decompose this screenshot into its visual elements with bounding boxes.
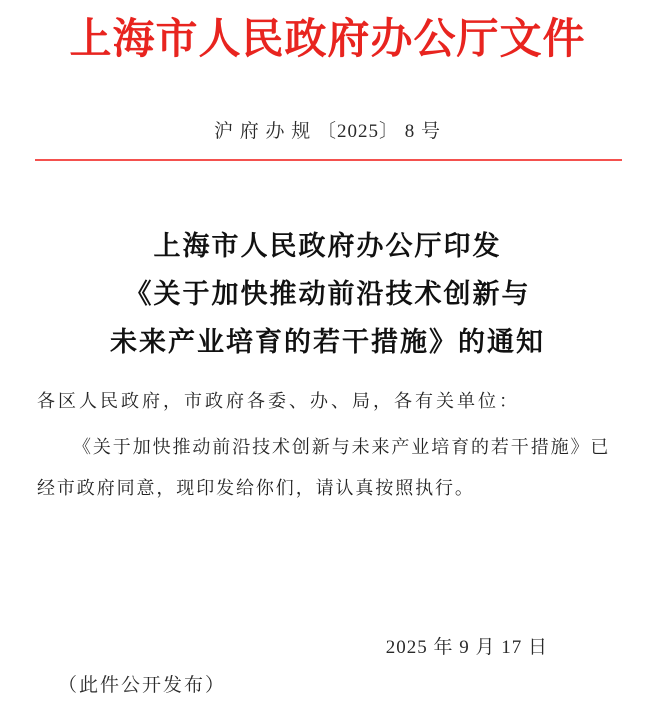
body-paragraph-line-1: 《关于加快推动前沿技术创新与未来产业培育的若干措施》已 <box>73 437 611 457</box>
public-release-note: （此件公开发布） <box>58 675 227 696</box>
title-line-2: 《关于加快推动前沿技术创新与 <box>124 279 531 309</box>
body-paragraph-line-2: 经市政府同意，现印发给你们，请认真按照执行。 <box>37 478 475 498</box>
red-divider-line <box>35 159 622 161</box>
document-title <box>0 222 655 366</box>
salutation-line: 各区人民政府，市政府各委、办、局，各有关单位： <box>37 391 520 411</box>
body-paragraph <box>37 427 622 509</box>
title-line-3: 未来产业培育的若干措施》的通知 <box>110 327 545 357</box>
issue-date: 2025 年 9 月 17 日 <box>385 637 548 658</box>
document-number: 沪 府 办 规 〔2025〕 8 号 <box>213 121 441 142</box>
title-line-1: 上海市人民政府办公厅印发 <box>153 231 502 261</box>
masthead-title: 上海市人民政府办公厅文件 <box>69 17 586 63</box>
